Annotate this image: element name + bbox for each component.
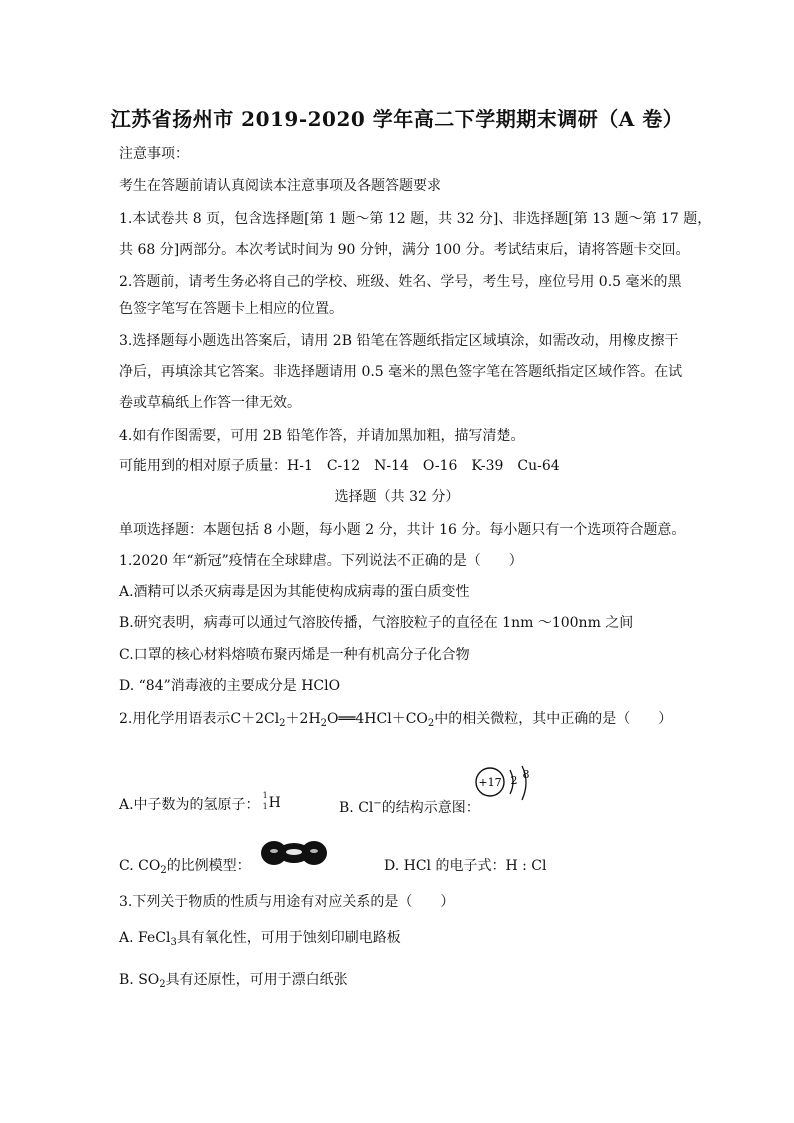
question-2-option-d — [384, 856, 547, 876]
question-2-option-c — [119, 856, 251, 881]
rule-2-line-1: 2.答题前，请考生务必将自己的学校、班级、姓名、学号，考生号，座位号用 0.5 毫米的黑 — [119, 274, 682, 290]
option-a-label: A.中子数为的氢原子： — [119, 797, 260, 813]
question-3-stem: 3.下列关于物质的性质与用途有对应关系的是（ ） — [119, 894, 455, 910]
question-2-option-b — [339, 794, 480, 818]
question-3-option-b — [119, 970, 348, 995]
question-2-stem-pre: 2.用化学用语表示 — [119, 711, 231, 727]
question-2-stem-post: 中的相关微粒，其中正确的是（ ） — [434, 711, 673, 727]
section-title: 选择题（共 32 分） — [334, 489, 460, 505]
notice-intro: 考生在答题前请认真阅读本注意事项及各题答题要求 — [119, 178, 441, 194]
page-title: 江苏省扬州市 2019-2020 学年高二下学期期末调研（A 卷） — [110, 107, 684, 131]
eq-reactant-h2o: ＋2H — [285, 711, 321, 727]
chloride-ion-structure-diagram — [474, 762, 538, 808]
eq-o: O — [327, 711, 339, 727]
nucleus-charge: +17 — [478, 776, 502, 789]
rule-4: 4.如有作图需要，可用 2B 铅笔作答，并请加黑加粗，描写清楚。 — [119, 428, 525, 444]
question-1-option-c: C.口罩的核心材料熔喷布聚丙烯是一种有机高分子化合物 — [119, 647, 470, 663]
question-1-stem: 1.2020 年“新冠”疫情在全球肆虐。下列说法不正确的是（ ） — [119, 553, 523, 569]
rule-1-line-2: 共 68 分]两部分。本次考试时间为 90 分钟，满分 100 分。考试结束后，请将答题卡交回。 — [119, 242, 690, 258]
eq-reactant-c-cl: C＋2Cl — [230, 711, 280, 727]
eq-sub: 2 — [427, 718, 435, 729]
option-a-formula: A. FeCl — [119, 930, 171, 946]
shell-1-electrons: 2 — [510, 774, 518, 787]
atomic-number: 1 — [262, 802, 268, 811]
rule-2-line-2: 色签字笔写在答题卡上相应的位置。 — [119, 301, 343, 317]
co2-space-filling-model — [260, 838, 328, 868]
mass-number: 1 — [262, 791, 268, 800]
section-intro: 单项选择题：本题包括 8 小题，每小题 2 分，共计 16 分。每小题只有一个选项符合题意。 — [119, 522, 686, 538]
option-b-text: 具有还原性，可用于漂白纸张 — [165, 972, 348, 988]
question-3-option-a — [119, 928, 401, 953]
option-a-text: 具有氧化性，可用于蚀刻印刷电路板 — [176, 930, 401, 946]
option-b-label-pre: B. Cl — [339, 800, 374, 816]
question-2-stem — [119, 709, 672, 734]
question-2-option-a — [119, 791, 281, 815]
charge-superscript: − — [373, 798, 382, 809]
eq-equals: ══ — [338, 711, 356, 727]
option-b-formula: B. SO — [119, 972, 160, 988]
rule-3-line-2: 净后，再填涂其它答案。非选择题请用 0.5 毫米的黑色签字笔在答题纸指定区域作答。在试 — [119, 364, 683, 380]
eq-sub: 2 — [320, 718, 328, 729]
rule-3-line-3: 卷或草稿纸上作答一律无效。 — [119, 395, 301, 411]
question-1-option-a: A.酒精可以杀灭病毒是因为其能使构成病毒的蛋白质变性 — [119, 584, 470, 600]
eq-products: 4HCl＋CO — [355, 711, 428, 727]
atomic-masses: 可能用到的相对原子质量：H-1 C-12 N-14 O-16 K-39 Cu-64 — [119, 458, 560, 474]
option-d-label: D. HCl 的电子式： — [384, 858, 506, 874]
question-1-option-d: D. “84”消毒液的主要成分是 HClO — [119, 678, 341, 694]
option-c-label-pre: C. CO — [119, 858, 161, 874]
eq-sub: 2 — [279, 718, 286, 729]
option-c-sub: 2 — [160, 865, 167, 876]
carbon-highlight — [286, 849, 302, 855]
element-symbol: H — [268, 795, 281, 811]
question-1-option-b: B.研究表明，病毒可以通过气溶胶传播，气溶胶粒子的直径在 1nm ～100nm 之间 — [119, 615, 634, 631]
isotope-notation — [262, 791, 281, 812]
option-b-sub: 2 — [159, 979, 166, 990]
hcl-electron-formula: H : Cl — [505, 858, 547, 874]
option-a-sub: 3 — [170, 937, 177, 948]
option-c-label-post: 的比例模型： — [166, 858, 251, 874]
rule-3-line-1: 3.选择题每小题选出答案后，请用 2B 铅笔在答题纸指定区域填涂，如需改动，用橡皮擦干 — [119, 333, 679, 349]
notice-heading: 注意事项： — [119, 146, 189, 162]
reaction-equation — [230, 711, 434, 727]
shell-2-electrons: 8 — [522, 768, 530, 781]
oxygen-highlight-left — [270, 849, 278, 853]
oxygen-highlight-right — [310, 849, 318, 853]
rule-1-line-1: 1.本试卷共 8 页，包含选择题[第 1 题～第 12 题，共 32 分]、非选择题[第 13 题～第 17 题， — [119, 211, 712, 227]
option-b-label-post: 的结构示意图： — [381, 800, 480, 816]
